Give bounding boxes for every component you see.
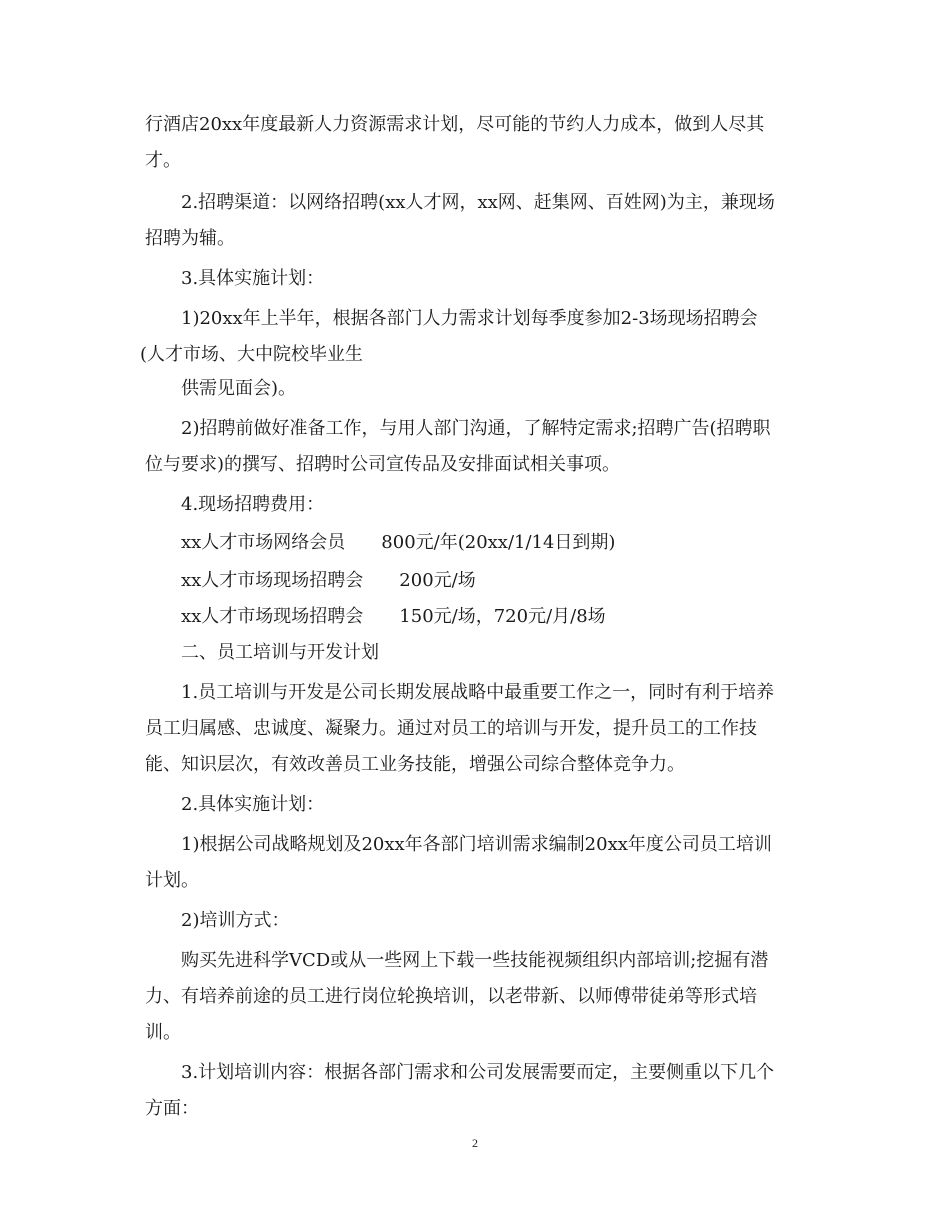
text-line: 招聘为辅。: [145, 228, 235, 249]
text-line: 力、有培养前途的员工进行岗位轮换培训，以老带新、以师傅带徒弟等形式培: [145, 986, 757, 1007]
text-line: xx人才市场现场招聘会 150元/场，720元/月/8场: [181, 606, 606, 627]
text-line: 2.具体实施计划：: [181, 794, 325, 815]
text-line: 2.招聘渠道：以网络招聘(xx人才网，xx网、赶集网、百姓网)为主，兼现场: [181, 192, 775, 213]
text-line: 能、知识层次，有效改善员工业务技能，增强公司综合整体竞争力。: [145, 754, 685, 775]
text-line: (人才市场、大中院校毕业生: [140, 344, 364, 365]
text-line: 3.具体实施计划：: [181, 268, 325, 289]
text-line: 计划。: [145, 870, 199, 891]
text-line: 1.员工培训与开发是公司长期发展战略中最重要工作之一，同时有利于培养: [181, 682, 775, 703]
text-line: 行酒店20xx年度最新人力资源需求计划，尽可能的节约人力成本，做到人尽其: [145, 114, 765, 135]
text-line: 1)20xx年上半年，根据各部门人力需求计划每季度参加2-3场现场招聘会: [181, 308, 758, 329]
text-line: 1)根据公司战略规划及20xx年各部门培训需求编制20xx年度公司员工培训: [181, 834, 772, 855]
text-line: xx人才市场网络会员 800元/年(20xx/1/14日到期): [181, 532, 616, 553]
page-number: 2: [472, 1136, 478, 1150]
text-line: 供需见面会)。: [181, 378, 297, 399]
section-heading: 二、员工培训与开发计划: [181, 642, 379, 663]
text-line: 方面：: [145, 1098, 199, 1119]
text-line: 员工归属感、忠诚度、凝聚力。通过对员工的培训与开发，提升员工的工作技: [145, 718, 757, 739]
text-line: 才。: [145, 150, 181, 171]
text-line: 4.现场招聘费用：: [181, 494, 325, 515]
text-line: 2)培训方式：: [181, 910, 290, 931]
text-line: 2)招聘前做好准备工作，与用人部门沟通，了解特定需求;招聘广告(招聘职: [181, 418, 771, 439]
text-line: 训。: [145, 1022, 181, 1043]
text-line: 位与要求)的撰写、招聘时公司宣传品及安排面试相关事项。: [145, 454, 621, 475]
text-line: 购买先进科学VCD或从一些网上下载一些技能视频组织内部培训;挖掘有潜: [181, 950, 769, 971]
text-line: 3.计划培训内容：根据各部门需求和公司发展需要而定，主要侧重以下几个: [181, 1062, 775, 1083]
text-line: xx人才市场现场招聘会 200元/场: [181, 570, 476, 591]
